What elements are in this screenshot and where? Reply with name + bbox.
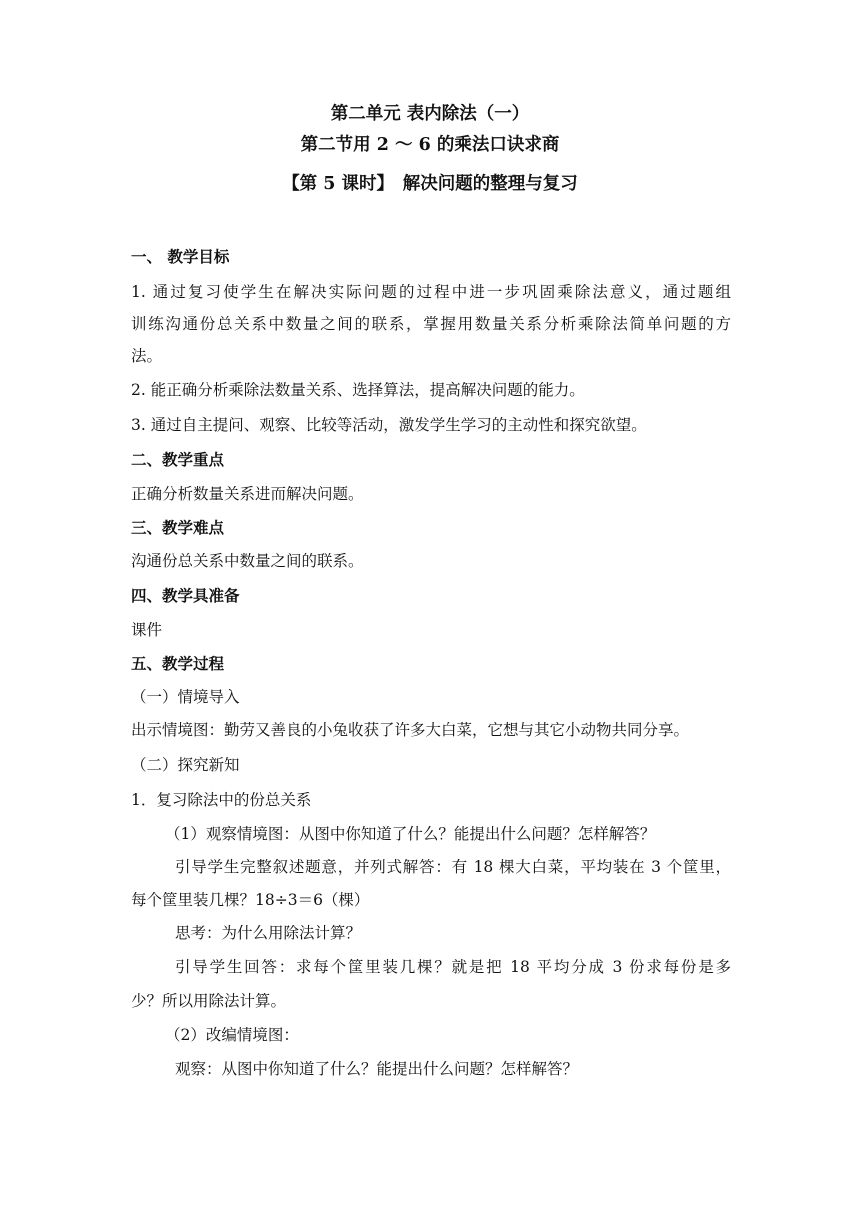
- guide-answer-line-1: 引导学生回答：求每个筐里装几棵？就是把 18 平均分成 3 份求每份是多: [175, 958, 731, 976]
- subheading-scenario-intro: （一）情境导入: [131, 688, 240, 706]
- goal-1-line-1: 1. 通过复习使学生在解决实际问题的过程中进一步巩固乘除法意义，通过题组: [131, 283, 731, 301]
- goal-3: 3. 通过自主提问、观察、比较等活动，激发学生学习的主动性和探究欲望。: [131, 416, 647, 434]
- heading-key-points: 二、教学重点: [131, 450, 225, 469]
- step-adapt-scenario: （2）改编情境图：: [165, 1026, 299, 1044]
- think-question: 思考：为什么用除法计算？: [175, 924, 362, 942]
- observe-question: 观察：从图中你知道了什么？能提出什么问题？怎样解答？: [175, 1060, 579, 1078]
- heading-difficulties: 三、教学难点: [131, 518, 225, 537]
- materials-text: 课件: [131, 621, 163, 639]
- heading-teaching-goals: 一、 教学目标: [131, 247, 230, 266]
- goal-1-line-2: 训练沟通份总关系中数量之间的联系，掌握用数量关系分析乘除法简单问题的方: [131, 315, 731, 333]
- guide-line-1: 引导学生完整叙述题意，并列式解答：有 18 棵大白菜，平均装在 3 个筐里，: [175, 858, 731, 876]
- step-observe-scenario: （1）观察情境图：从图中你知道了什么？能提出什么问题？怎样解答？: [165, 825, 656, 843]
- lesson-title: 【第 5 课时】 解决问题的整理与复习: [282, 174, 578, 194]
- item-review-division: 1．复习除法中的份总关系: [131, 791, 312, 809]
- key-points-text: 正确分析数量关系进而解决问题。: [131, 485, 364, 503]
- guide-answer-line-2: 少？所以用除法计算。: [131, 992, 287, 1010]
- heading-materials: 四、教学具准备: [131, 586, 240, 605]
- goal-1-line-3: 法。: [131, 347, 163, 365]
- subheading-explore-new: （二）探究新知: [131, 756, 240, 774]
- section-title: 第二节用 2 ～ 6 的乘法口诀求商: [300, 135, 560, 155]
- guide-line-2: 每个筐里装几棵？18÷3＝6（棵）: [131, 891, 370, 909]
- unit-title: 第二单元 表内除法（一）: [330, 104, 530, 124]
- goal-2: 2. 能正确分析乘除法数量关系、选择算法，提高解决问题的能力。: [131, 381, 585, 399]
- difficulties-text: 沟通份总关系中数量之间的联系。: [131, 552, 364, 570]
- heading-teaching-process: 五、教学过程: [131, 654, 225, 673]
- scenario-intro-text: 出示情境图：勤劳又善良的小兔收获了许多大白菜，它想与其它小动物共同分享。: [131, 721, 690, 739]
